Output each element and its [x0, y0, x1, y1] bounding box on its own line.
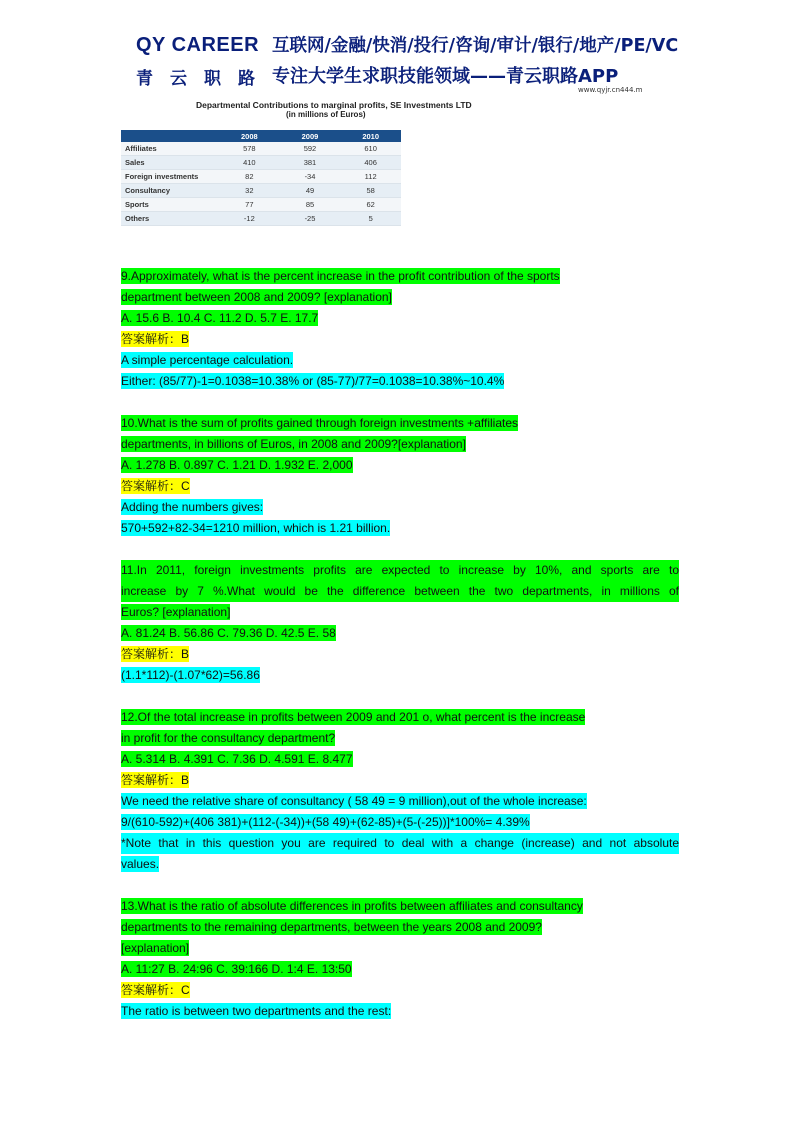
table-cell: 406 [340, 156, 401, 170]
row-label: Sales [121, 156, 219, 170]
question-13-answer [121, 980, 679, 1001]
question-13-line2: departments to the remaining departments, between the years 2008 and 2009? [121, 920, 542, 934]
question-10-answer-text: 答案解析：C [121, 479, 190, 493]
question-12-answer-text: 答案解析：B [121, 773, 190, 787]
table-header-cell: 2008 [219, 130, 280, 142]
table-cell: 58 [340, 184, 401, 198]
question-12-explanation-line4: values. [121, 857, 160, 871]
table-row [121, 212, 401, 226]
table-cell: 82 [219, 170, 280, 184]
table-header-cell: 2010 [340, 130, 401, 142]
question-10-explanation-line2: 570+592+82-34=1210 million, which is 1.21 billion. [121, 521, 391, 535]
question-11-answer [121, 644, 679, 665]
table-cell: 5 [340, 212, 401, 226]
question-10-explanation [121, 497, 679, 518]
question-10-line2: departments, in billions of Euros, in 2008 and 2009?[explanation] [121, 437, 466, 451]
table-cell: 592 [280, 142, 341, 156]
table-header-cell: 2009 [280, 130, 341, 142]
question-11-answer-text: 答案解析：B [121, 647, 190, 661]
row-label: Sports [121, 198, 219, 212]
question-9-options-text: A. 15.6 B. 10.4 C. 11.2 D. 5.7 E. 17.7 [121, 311, 319, 325]
question-9-text-line [121, 266, 679, 287]
question-10-options [121, 455, 679, 476]
question-13-options [121, 959, 679, 980]
table-row [121, 170, 401, 184]
table-row [121, 142, 401, 156]
question-10-text-line [121, 434, 679, 455]
row-label: Consultancy [121, 184, 219, 198]
table-cell: 85 [280, 198, 341, 212]
table-cell: 62 [340, 198, 401, 212]
question-13-answer-text: 答案解析：C [121, 983, 190, 997]
question-9-explanation-line1: A simple percentage calculation. [121, 353, 294, 367]
profit-table-figure [121, 100, 472, 230]
table-cell: 49 [280, 184, 341, 198]
row-label: Foreign investments [121, 170, 219, 184]
header-url: www.qyjr.cn444.m [578, 86, 643, 94]
question-12-line2: in profit for the consultancy department? [121, 731, 336, 745]
row-label: Others [121, 212, 219, 226]
table-header-cell [121, 130, 219, 142]
question-11-text-line [121, 602, 679, 623]
question-11-line3: Euros? [explanation] [121, 605, 231, 619]
question-13-line3: [explanation] [121, 941, 190, 955]
table-cell: -12 [219, 212, 280, 226]
table-cell: 578 [219, 142, 280, 156]
question-11-line1: 11.In 2011, foreign investments profits are expected to increase by 10%, and sports are to [121, 560, 679, 581]
table-title: Departmental Contributions to marginal profits, SE Investments LTD [196, 100, 472, 110]
question-9-line2: department between 2008 and 2009? [explanation] [121, 290, 392, 304]
question-9-text-line [121, 287, 679, 308]
question-10-options-text: A. 1.278 B. 0.897 C. 1.21 D. 1.932 E. 2,000 [121, 458, 353, 472]
question-10-answer [121, 476, 679, 497]
question-13-explanation-line1: The ratio is between two departments and the rest: [121, 1004, 392, 1018]
question-11-explanation-line1: (1.1*112)-(1.07*62)=56.86 [121, 668, 260, 682]
table-cell: 77 [219, 198, 280, 212]
table-cell: 610 [340, 142, 401, 156]
question-11-line2: increase by 7 %.What would be the difference between the two departments, in millions of [121, 581, 679, 602]
question-12-explanation-line1: We need the relative share of consultancy ( 58 49 = 9 million),out of the whole increase: [121, 794, 587, 808]
row-label: Affiliates [121, 142, 219, 156]
question-9-answer [121, 329, 679, 350]
table-cell: -34 [280, 170, 341, 184]
header-slogan-bottom: 专注大学生求职技能领域——青云职路APP [272, 66, 619, 87]
question-9-explanation [121, 350, 679, 371]
table-cell: 112 [340, 170, 401, 184]
question-11-options-text: A. 81.24 B. 56.86 C. 79.36 D. 42.5 E. 58 [121, 626, 336, 640]
table-cell: 381 [280, 156, 341, 170]
question-9-line1: 9.Approximately, what is the percent increase in the profit contribution of the sports [121, 269, 560, 283]
question-10-line1: 10.What is the sum of profits gained through foreign investments +affiliates [121, 416, 518, 430]
table-row [121, 198, 401, 212]
question-12-options [121, 749, 679, 770]
profit-table [121, 130, 401, 226]
question-12-explanation [121, 791, 679, 812]
table-row [121, 184, 401, 198]
question-12-line1: 12.Of the total increase in profits between 2009 and 201 o, what percent is the increase [121, 710, 586, 724]
brand-logo-cn: 青云职路 [136, 69, 272, 89]
question-9-explanation [121, 371, 679, 392]
question-12-text-line [121, 707, 679, 728]
brand-logo-en: QY CAREER [136, 34, 260, 56]
question-12-explanation-line2: 9/(610-592)+(406 381)+(112-(-34))+(58 49)+(62-85)+(5-(-25))]*100%= 4.39% [121, 815, 530, 829]
question-13-text-line [121, 896, 679, 917]
table-subtitle: (in millions of Euros) [286, 110, 366, 119]
question-13-text-line [121, 917, 679, 938]
table-title-block [121, 100, 472, 119]
table-cell: 410 [219, 156, 280, 170]
table-cell: 32 [219, 184, 280, 198]
question-12-explanation-line3: *Note that in this question you are required to deal with a change (increase) and not absolute [121, 833, 679, 854]
question-12-explanation [121, 854, 679, 875]
question-11-options [121, 623, 679, 644]
question-9-answer-text: 答案解析：B [121, 332, 190, 346]
question-10-explanation-line1: Adding the numbers gives: [121, 500, 264, 514]
question-12-text-line [121, 728, 679, 749]
question-10-explanation [121, 518, 679, 539]
header-slogan-top: 互联网/金融/快消/投行/咨询/审计/银行/地产/PE/VC [272, 36, 679, 56]
question-13-explanation [121, 1001, 679, 1022]
question-13-text-line [121, 938, 679, 959]
table-header-row [121, 130, 401, 142]
table-cell: -25 [280, 212, 341, 226]
question-12-options-text: A. 5.314 B. 4.391 C. 7.36 D. 4.591 E. 8.477 [121, 752, 353, 766]
question-13-options-text: A. 11:27 B. 24:96 C. 39:166 D. 1:4 E. 13:50 [121, 962, 352, 976]
question-9-options [121, 308, 679, 329]
question-10-text-line [121, 413, 679, 434]
question-13-line1: 13.What is the ratio of absolute differences in profits between affiliates and consultancy [121, 899, 583, 913]
table-row [121, 156, 401, 170]
questions-content [121, 266, 679, 1022]
question-11-explanation [121, 665, 679, 686]
question-12-answer [121, 770, 679, 791]
question-12-explanation [121, 812, 679, 833]
page-header [0, 0, 800, 96]
question-9-explanation-line2: Either: (85/77)-1=0.1038=10.38% or (85-77)/77=0.1038=10.38%~10.4% [121, 374, 505, 388]
